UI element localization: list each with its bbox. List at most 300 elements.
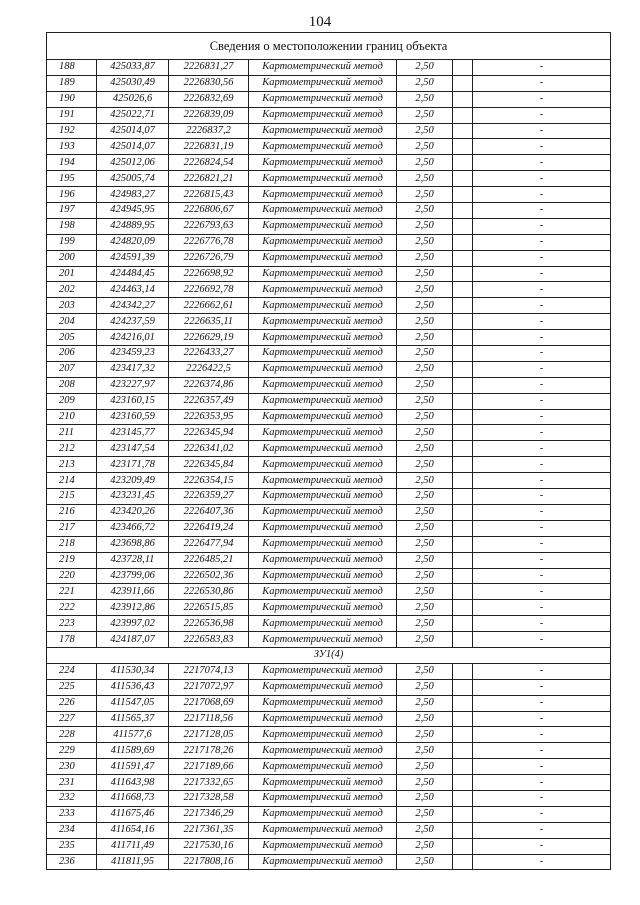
coord-x: 411577,6 bbox=[97, 727, 169, 743]
point-number: 234 bbox=[47, 822, 97, 838]
empty-cell bbox=[453, 155, 473, 171]
coord-y: 2217128,05 bbox=[169, 727, 249, 743]
table-row bbox=[47, 632, 611, 648]
point-number: 213 bbox=[47, 457, 97, 473]
coord-x: 425033,87 bbox=[97, 60, 169, 76]
point-number: 219 bbox=[47, 552, 97, 568]
method-cell: Картометрический метод bbox=[249, 75, 397, 91]
method-cell: Картометрический метод bbox=[249, 298, 397, 314]
coord-y: 2226341,02 bbox=[169, 441, 249, 457]
empty-cell bbox=[453, 60, 473, 76]
empty-cell bbox=[453, 123, 473, 139]
note-cell: - bbox=[473, 520, 611, 536]
coord-x: 423799,06 bbox=[97, 568, 169, 584]
accuracy-cell: 2,50 bbox=[397, 600, 453, 616]
note-cell: - bbox=[473, 107, 611, 123]
coord-x: 423160,59 bbox=[97, 409, 169, 425]
point-number: 232 bbox=[47, 790, 97, 806]
empty-cell bbox=[453, 441, 473, 457]
coord-x: 411643,98 bbox=[97, 775, 169, 791]
table-row bbox=[47, 60, 611, 76]
accuracy-cell: 2,50 bbox=[397, 330, 453, 346]
accuracy-cell: 2,50 bbox=[397, 187, 453, 203]
coord-x: 425030,49 bbox=[97, 75, 169, 91]
table-row bbox=[47, 361, 611, 377]
point-number: 198 bbox=[47, 218, 97, 234]
point-number: 196 bbox=[47, 187, 97, 203]
point-number: 229 bbox=[47, 743, 97, 759]
table-row bbox=[47, 822, 611, 838]
method-cell: Картометрический метод bbox=[249, 504, 397, 520]
note-cell: - bbox=[473, 854, 611, 870]
empty-cell bbox=[453, 409, 473, 425]
note-cell: - bbox=[473, 552, 611, 568]
table-row bbox=[47, 711, 611, 727]
empty-cell bbox=[453, 266, 473, 282]
coord-y: 2226357,49 bbox=[169, 393, 249, 409]
coord-y: 2226831,27 bbox=[169, 60, 249, 76]
method-cell: Картометрический метод bbox=[249, 806, 397, 822]
accuracy-cell: 2,50 bbox=[397, 616, 453, 632]
method-cell: Картометрический метод bbox=[249, 790, 397, 806]
coord-x: 423728,11 bbox=[97, 552, 169, 568]
method-cell: Картометрический метод bbox=[249, 441, 397, 457]
empty-cell bbox=[453, 838, 473, 854]
coord-x: 425026,6 bbox=[97, 91, 169, 107]
note-cell: - bbox=[473, 314, 611, 330]
table-row bbox=[47, 123, 611, 139]
method-cell: Картометрический метод bbox=[249, 171, 397, 187]
accuracy-cell: 2,50 bbox=[397, 377, 453, 393]
method-cell: Картометрический метод bbox=[249, 854, 397, 870]
coord-y: 2226477,94 bbox=[169, 536, 249, 552]
accuracy-cell: 2,50 bbox=[397, 663, 453, 679]
point-number: 226 bbox=[47, 695, 97, 711]
accuracy-cell: 2,50 bbox=[397, 441, 453, 457]
method-cell: Картометрический метод bbox=[249, 822, 397, 838]
empty-cell bbox=[453, 282, 473, 298]
coord-y: 2226422,5 bbox=[169, 361, 249, 377]
point-number: 190 bbox=[47, 91, 97, 107]
coord-y: 2226583,83 bbox=[169, 632, 249, 648]
table-row bbox=[47, 489, 611, 505]
method-cell: Картометрический метод bbox=[249, 250, 397, 266]
coord-x: 423145,77 bbox=[97, 425, 169, 441]
table-row bbox=[47, 854, 611, 870]
table-row bbox=[47, 759, 611, 775]
method-cell: Картометрический метод bbox=[249, 679, 397, 695]
table-row bbox=[47, 520, 611, 536]
note-cell: - bbox=[473, 60, 611, 76]
point-number: 224 bbox=[47, 663, 97, 679]
point-number: 189 bbox=[47, 75, 97, 91]
coord-y: 2217361,35 bbox=[169, 822, 249, 838]
accuracy-cell: 2,50 bbox=[397, 568, 453, 584]
empty-cell bbox=[453, 250, 473, 266]
method-cell: Картометрический метод bbox=[249, 155, 397, 171]
table-row bbox=[47, 171, 611, 187]
table-row bbox=[47, 203, 611, 219]
point-number: 206 bbox=[47, 346, 97, 362]
empty-cell bbox=[453, 504, 473, 520]
point-number: 217 bbox=[47, 520, 97, 536]
table-row bbox=[47, 457, 611, 473]
method-cell: Картометрический метод bbox=[249, 759, 397, 775]
point-number: 202 bbox=[47, 282, 97, 298]
coord-y: 2226692,78 bbox=[169, 282, 249, 298]
table-row bbox=[47, 282, 611, 298]
accuracy-cell: 2,50 bbox=[397, 203, 453, 219]
point-number: 214 bbox=[47, 473, 97, 489]
coord-y: 2226839,09 bbox=[169, 107, 249, 123]
note-cell: - bbox=[473, 584, 611, 600]
method-cell: Картометрический метод bbox=[249, 218, 397, 234]
accuracy-cell: 2,50 bbox=[397, 504, 453, 520]
coord-x: 424820,09 bbox=[97, 234, 169, 250]
accuracy-cell: 2,50 bbox=[397, 123, 453, 139]
coord-x: 423997,02 bbox=[97, 616, 169, 632]
method-cell: Картометрический метод bbox=[249, 60, 397, 76]
point-number: 195 bbox=[47, 171, 97, 187]
accuracy-cell: 2,50 bbox=[397, 155, 453, 171]
coord-x: 424484,45 bbox=[97, 266, 169, 282]
accuracy-cell: 2,50 bbox=[397, 60, 453, 76]
coord-y: 2226354,15 bbox=[169, 473, 249, 489]
note-cell: - bbox=[473, 203, 611, 219]
accuracy-cell: 2,50 bbox=[397, 695, 453, 711]
method-cell: Картометрический метод bbox=[249, 457, 397, 473]
point-number: 218 bbox=[47, 536, 97, 552]
accuracy-cell: 2,50 bbox=[397, 473, 453, 489]
empty-cell bbox=[453, 536, 473, 552]
table-row bbox=[47, 504, 611, 520]
empty-cell bbox=[453, 457, 473, 473]
method-cell: Картометрический метод bbox=[249, 695, 397, 711]
coord-y: 2226419,24 bbox=[169, 520, 249, 536]
table-row bbox=[47, 425, 611, 441]
coord-x: 423231,45 bbox=[97, 489, 169, 505]
empty-cell bbox=[453, 393, 473, 409]
method-cell: Картометрический метод bbox=[249, 330, 397, 346]
method-cell: Картометрический метод bbox=[249, 743, 397, 759]
table-row bbox=[47, 250, 611, 266]
accuracy-cell: 2,50 bbox=[397, 520, 453, 536]
coord-y: 2217346,29 bbox=[169, 806, 249, 822]
method-cell: Картометрический метод bbox=[249, 425, 397, 441]
coord-x: 411547,05 bbox=[97, 695, 169, 711]
method-cell: Картометрический метод bbox=[249, 584, 397, 600]
empty-cell bbox=[453, 489, 473, 505]
point-number: 210 bbox=[47, 409, 97, 425]
table-row bbox=[47, 473, 611, 489]
point-number: 227 bbox=[47, 711, 97, 727]
note-cell: - bbox=[473, 298, 611, 314]
accuracy-cell: 2,50 bbox=[397, 679, 453, 695]
table-row bbox=[47, 743, 611, 759]
point-number: 199 bbox=[47, 234, 97, 250]
accuracy-cell: 2,50 bbox=[397, 218, 453, 234]
coord-y: 2226806,67 bbox=[169, 203, 249, 219]
method-cell: Картометрический метод bbox=[249, 91, 397, 107]
table-row bbox=[47, 409, 611, 425]
coord-x: 424187,07 bbox=[97, 632, 169, 648]
page-number: 104 bbox=[308, 14, 332, 30]
method-cell: Картометрический метод bbox=[249, 123, 397, 139]
method-cell: Картометрический метод bbox=[249, 616, 397, 632]
method-cell: Картометрический метод bbox=[249, 377, 397, 393]
table-row bbox=[47, 727, 611, 743]
table-row bbox=[47, 616, 611, 632]
coord-y: 2217530,16 bbox=[169, 838, 249, 854]
empty-cell bbox=[453, 616, 473, 632]
note-cell: - bbox=[473, 632, 611, 648]
empty-cell bbox=[453, 568, 473, 584]
table-row bbox=[47, 155, 611, 171]
method-cell: Картометрический метод bbox=[249, 266, 397, 282]
empty-cell bbox=[453, 663, 473, 679]
point-number: 211 bbox=[47, 425, 97, 441]
note-cell: - bbox=[473, 266, 611, 282]
table-row bbox=[47, 314, 611, 330]
accuracy-cell: 2,50 bbox=[397, 171, 453, 187]
table-row bbox=[47, 107, 611, 123]
empty-cell bbox=[453, 790, 473, 806]
note-cell: - bbox=[473, 250, 611, 266]
accuracy-cell: 2,50 bbox=[397, 107, 453, 123]
coord-y: 2226830,56 bbox=[169, 75, 249, 91]
coord-y: 2226821,21 bbox=[169, 171, 249, 187]
method-cell: Картометрический метод bbox=[249, 838, 397, 854]
empty-cell bbox=[453, 584, 473, 600]
table-row bbox=[47, 568, 611, 584]
coord-y: 2226832,69 bbox=[169, 91, 249, 107]
note-cell: - bbox=[473, 218, 611, 234]
note-cell: - bbox=[473, 489, 611, 505]
note-cell: - bbox=[473, 425, 611, 441]
empty-cell bbox=[453, 727, 473, 743]
coord-y: 2226502,36 bbox=[169, 568, 249, 584]
accuracy-cell: 2,50 bbox=[397, 361, 453, 377]
empty-cell bbox=[453, 75, 473, 91]
point-number: 207 bbox=[47, 361, 97, 377]
empty-cell bbox=[453, 314, 473, 330]
note-cell: - bbox=[473, 75, 611, 91]
coord-x: 411675,46 bbox=[97, 806, 169, 822]
point-number: 233 bbox=[47, 806, 97, 822]
empty-cell bbox=[453, 330, 473, 346]
coord-y: 2226485,21 bbox=[169, 552, 249, 568]
coord-x: 423459,23 bbox=[97, 346, 169, 362]
accuracy-cell: 2,50 bbox=[397, 790, 453, 806]
note-cell: - bbox=[473, 663, 611, 679]
accuracy-cell: 2,50 bbox=[397, 759, 453, 775]
method-cell: Картометрический метод bbox=[249, 234, 397, 250]
accuracy-cell: 2,50 bbox=[397, 552, 453, 568]
note-cell: - bbox=[473, 187, 611, 203]
note-cell: - bbox=[473, 346, 611, 362]
accuracy-cell: 2,50 bbox=[397, 139, 453, 155]
accuracy-cell: 2,50 bbox=[397, 806, 453, 822]
note-cell: - bbox=[473, 838, 611, 854]
table-row bbox=[47, 218, 611, 234]
empty-cell bbox=[453, 759, 473, 775]
note-cell: - bbox=[473, 727, 611, 743]
method-cell: Картометрический метод bbox=[249, 568, 397, 584]
coord-x: 411591,47 bbox=[97, 759, 169, 775]
empty-cell bbox=[453, 377, 473, 393]
section-label: ЗУ1(4) bbox=[47, 647, 611, 663]
point-number: 197 bbox=[47, 203, 97, 219]
note-cell: - bbox=[473, 822, 611, 838]
point-number: 221 bbox=[47, 584, 97, 600]
point-number: 178 bbox=[47, 632, 97, 648]
note-cell: - bbox=[473, 361, 611, 377]
point-number: 223 bbox=[47, 616, 97, 632]
table-title: Сведения о местоположении границ объекта bbox=[47, 33, 611, 60]
empty-cell bbox=[453, 187, 473, 203]
coord-x: 411668,73 bbox=[97, 790, 169, 806]
table-row bbox=[47, 790, 611, 806]
coord-y: 2217332,65 bbox=[169, 775, 249, 791]
method-cell: Картометрический метод bbox=[249, 314, 397, 330]
point-number: 193 bbox=[47, 139, 97, 155]
coord-x: 424945,95 bbox=[97, 203, 169, 219]
coord-x: 424342,27 bbox=[97, 298, 169, 314]
accuracy-cell: 2,50 bbox=[397, 457, 453, 473]
coord-x: 424983,27 bbox=[97, 187, 169, 203]
point-number: 203 bbox=[47, 298, 97, 314]
note-cell: - bbox=[473, 536, 611, 552]
table-row bbox=[47, 600, 611, 616]
note-cell: - bbox=[473, 504, 611, 520]
coord-y: 2226407,36 bbox=[169, 504, 249, 520]
note-cell: - bbox=[473, 775, 611, 791]
accuracy-cell: 2,50 bbox=[397, 409, 453, 425]
coord-x: 423466,72 bbox=[97, 520, 169, 536]
coord-y: 2226726,79 bbox=[169, 250, 249, 266]
coord-y: 2226345,84 bbox=[169, 457, 249, 473]
method-cell: Картометрический метод bbox=[249, 203, 397, 219]
table-row bbox=[47, 775, 611, 791]
table-row bbox=[47, 441, 611, 457]
coord-y: 2226776,78 bbox=[169, 234, 249, 250]
table-row bbox=[47, 377, 611, 393]
coord-y: 2226515,85 bbox=[169, 600, 249, 616]
section-row bbox=[47, 647, 611, 663]
note-cell: - bbox=[473, 457, 611, 473]
point-number: 201 bbox=[47, 266, 97, 282]
coord-x: 424463,14 bbox=[97, 282, 169, 298]
empty-cell bbox=[453, 520, 473, 536]
coord-y: 2217068,69 bbox=[169, 695, 249, 711]
coord-y: 2226530,86 bbox=[169, 584, 249, 600]
note-cell: - bbox=[473, 695, 611, 711]
table-row bbox=[47, 266, 611, 282]
coord-y: 2217189,66 bbox=[169, 759, 249, 775]
coord-y: 2217118,56 bbox=[169, 711, 249, 727]
method-cell: Картометрический метод bbox=[249, 727, 397, 743]
coord-x: 423209,49 bbox=[97, 473, 169, 489]
coord-x: 424591,39 bbox=[97, 250, 169, 266]
point-number: 220 bbox=[47, 568, 97, 584]
accuracy-cell: 2,50 bbox=[397, 854, 453, 870]
coord-x: 411711,49 bbox=[97, 838, 169, 854]
coord-y: 2226698,92 bbox=[169, 266, 249, 282]
method-cell: Картометрический метод bbox=[249, 282, 397, 298]
point-number: 209 bbox=[47, 393, 97, 409]
coord-y: 2226635,11 bbox=[169, 314, 249, 330]
empty-cell bbox=[453, 346, 473, 362]
coord-x: 423911,66 bbox=[97, 584, 169, 600]
boundary-table bbox=[46, 32, 611, 870]
coord-y: 2217074,13 bbox=[169, 663, 249, 679]
note-cell: - bbox=[473, 234, 611, 250]
coord-y: 2217808,16 bbox=[169, 854, 249, 870]
coord-x: 425014,07 bbox=[97, 123, 169, 139]
accuracy-cell: 2,50 bbox=[397, 489, 453, 505]
note-cell: - bbox=[473, 790, 611, 806]
point-number: 191 bbox=[47, 107, 97, 123]
note-cell: - bbox=[473, 473, 611, 489]
accuracy-cell: 2,50 bbox=[397, 727, 453, 743]
accuracy-cell: 2,50 bbox=[397, 282, 453, 298]
accuracy-cell: 2,50 bbox=[397, 91, 453, 107]
note-cell: - bbox=[473, 330, 611, 346]
method-cell: Картометрический метод bbox=[249, 520, 397, 536]
empty-cell bbox=[453, 806, 473, 822]
point-number: 222 bbox=[47, 600, 97, 616]
coord-y: 2226831,19 bbox=[169, 139, 249, 155]
table-row bbox=[47, 393, 611, 409]
coord-y: 2226536,98 bbox=[169, 616, 249, 632]
coord-y: 2226374,86 bbox=[169, 377, 249, 393]
table-row bbox=[47, 234, 611, 250]
coord-x: 424237,59 bbox=[97, 314, 169, 330]
empty-cell bbox=[453, 632, 473, 648]
point-number: 212 bbox=[47, 441, 97, 457]
note-cell: - bbox=[473, 171, 611, 187]
point-number: 215 bbox=[47, 489, 97, 505]
method-cell: Картометрический метод bbox=[249, 489, 397, 505]
table-row bbox=[47, 139, 611, 155]
table-row bbox=[47, 91, 611, 107]
table-row bbox=[47, 75, 611, 91]
accuracy-cell: 2,50 bbox=[397, 234, 453, 250]
note-cell: - bbox=[473, 600, 611, 616]
accuracy-cell: 2,50 bbox=[397, 75, 453, 91]
method-cell: Картометрический метод bbox=[249, 139, 397, 155]
coord-x: 411811,95 bbox=[97, 854, 169, 870]
method-cell: Картометрический метод bbox=[249, 711, 397, 727]
table-row bbox=[47, 584, 611, 600]
accuracy-cell: 2,50 bbox=[397, 838, 453, 854]
coord-x: 423227,97 bbox=[97, 377, 169, 393]
method-cell: Картометрический метод bbox=[249, 107, 397, 123]
method-cell: Картометрический метод bbox=[249, 600, 397, 616]
note-cell: - bbox=[473, 711, 611, 727]
coord-x: 425012,06 bbox=[97, 155, 169, 171]
empty-cell bbox=[453, 218, 473, 234]
coord-x: 425005,74 bbox=[97, 171, 169, 187]
coord-x: 411589,69 bbox=[97, 743, 169, 759]
table-row bbox=[47, 695, 611, 711]
accuracy-cell: 2,50 bbox=[397, 346, 453, 362]
table-row bbox=[47, 346, 611, 362]
empty-cell bbox=[453, 203, 473, 219]
point-number: 230 bbox=[47, 759, 97, 775]
coord-x: 411530,34 bbox=[97, 663, 169, 679]
coord-x: 411565,37 bbox=[97, 711, 169, 727]
